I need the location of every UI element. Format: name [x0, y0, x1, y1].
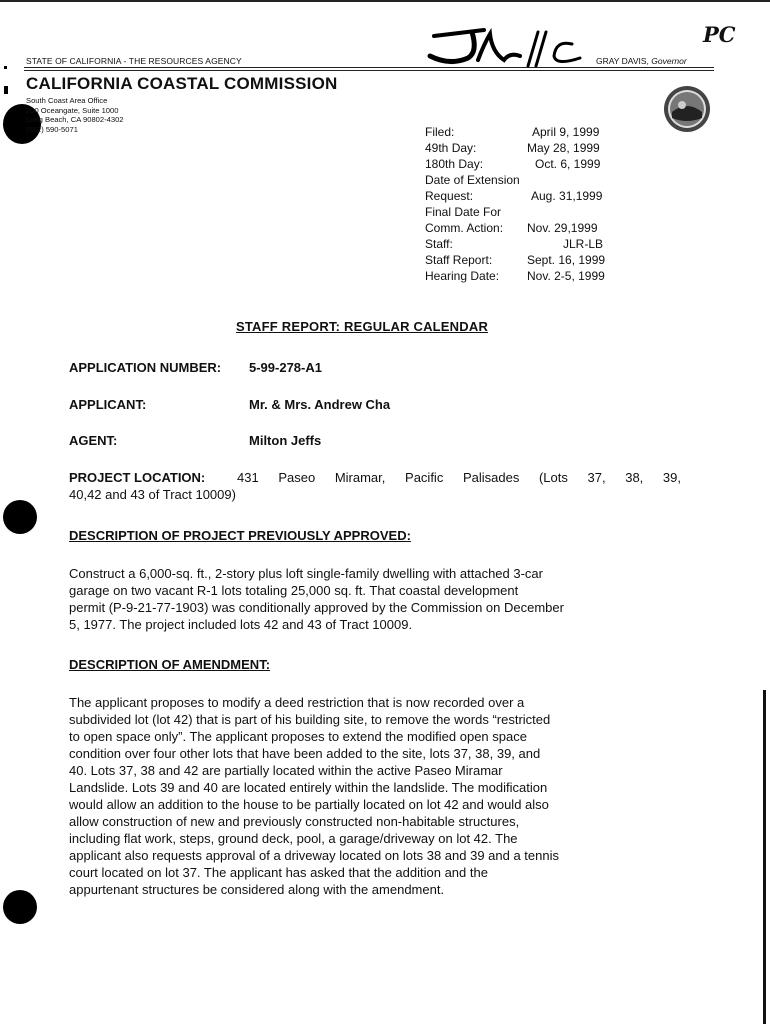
paragraph-line: The applicant proposes to modify a deed restriction that is now recorded over a [69, 695, 525, 710]
governor-name: GRAY DAVIS, [596, 56, 649, 66]
scan-top-border [0, 0, 770, 2]
paragraph-line: including flat work, steps, ground deck, pool, a garage/driveway on lot 42. The [69, 831, 518, 846]
day180-value: Oct. 6, 1999 [535, 157, 601, 171]
paragraph-line: allow construction of new and previously constructed non-habitable structures, [69, 814, 520, 829]
applicant-label: APPLICANT: [69, 397, 147, 412]
paragraph-line: condition over four other lots that have been added to the site, lots 37, 38, 39, and [69, 746, 541, 761]
handwritten-agenda-mark [420, 22, 590, 74]
office-line: (562) 590-5071 [26, 124, 78, 134]
paragraph-line: 5, 1977. The project included lots 42 and 43 of Tract 10009. [69, 617, 413, 632]
office-line: Long Beach, CA 90802-4302 [26, 115, 124, 125]
hearing-date-value: Nov. 2-5, 1999 [527, 269, 605, 283]
day49-value: May 28, 1999 [527, 141, 600, 155]
office-address [26, 96, 124, 134]
amendment-heading: DESCRIPTION OF AMENDMENT: [69, 657, 271, 672]
paragraph-line: Construct a 6,000-sq. ft., 2-story plus loft single-family dwelling with attached 3-car [69, 566, 543, 581]
request-value: Aug. 31,1999 [531, 189, 603, 203]
comm-action-value: Nov. 29,1999 [527, 221, 598, 235]
applicant-value: Mr. & Mrs. Andrew Cha [249, 397, 391, 412]
paragraph-line: permit (P-9-21-77-1903) was conditionally approved by the Commission on December [69, 600, 564, 615]
day180-label: 180th Day: [425, 157, 484, 171]
agency-line: STATE OF CALIFORNIA - THE RESOURCES AGENCY [26, 56, 242, 66]
project-location-line1 [237, 470, 681, 485]
scan-speck [4, 86, 8, 94]
agent-value: Milton Jeffs [249, 433, 322, 448]
governor-line [596, 56, 687, 66]
scan-speck [4, 66, 7, 69]
report-title: STAFF REPORT: REGULAR CALENDAR [236, 319, 489, 334]
staff-label: Staff: [425, 237, 453, 251]
california-seal-icon [662, 84, 712, 134]
binder-hole-punch [3, 890, 37, 924]
office-line: South Coast Area Office [26, 96, 108, 105]
paragraph-line: Landslide. Lots 39 and 40 are located entirely within the landslide. The modification [69, 780, 548, 795]
application-number-value: 5-99-278-A1 [249, 360, 322, 375]
comm-action-label: Comm. Action: [425, 221, 504, 235]
paragraph-line: subdivided lot (lot 42) that is part of his building site, to remove the words “restricted [69, 712, 551, 727]
staff-report-label: Staff Report: [425, 253, 493, 267]
governor-title: Governor [651, 56, 687, 66]
amendment-description [69, 694, 683, 898]
filing-dates [425, 124, 635, 284]
paragraph-line: appurtenant structures be considered along with the amendment. [69, 882, 445, 897]
paragraph-line: court located on lot 37. The applicant has asked that the addition and the [69, 865, 488, 880]
request-label: Request: [425, 189, 474, 203]
project-location-text: 431 Paseo Miramar, Pacific Palisades (Lots 37, 38, 39, [237, 470, 681, 485]
paragraph-line: to open space only”. The applicant proposes to extend the modified open space [69, 729, 527, 744]
binder-hole-punch [3, 500, 37, 534]
staff-report-value: Sept. 16, 1999 [527, 253, 606, 267]
paragraph-line: would allow an addition to the house to be partially located on lot 42 and would also [69, 797, 549, 812]
commission-name: CALIFORNIA COASTAL COMMISSION [26, 74, 338, 93]
staff-value: JLR-LB [563, 237, 604, 251]
office-line: 200 Oceangate, Suite 1000 [26, 105, 119, 115]
scan-right-edge [763, 690, 766, 1024]
paragraph-line: applicant also requests approval of a driveway located on lots 38 and 39 and a tennis [69, 848, 559, 863]
agent-label: AGENT: [69, 433, 118, 448]
paragraph-line: 40. Lots 37, 38 and 42 are partially located within the active Paseo Miramar [69, 763, 503, 778]
paragraph-line: garage on two vacant R-1 lots totaling 25,000 sq. ft. That coastal development [69, 583, 519, 598]
project-location-line2: 40,42 and 43 of Tract 10009) [69, 487, 236, 502]
project-location-label: PROJECT LOCATION: [69, 470, 206, 485]
filed-label: Filed: [425, 125, 455, 139]
final-date-line: Final Date For [425, 205, 502, 219]
extension-line: Date of Extension [425, 173, 520, 187]
previous-project-heading: DESCRIPTION OF PROJECT PREVIOUSLY APPROVED: [69, 528, 411, 543]
letterhead-rule [24, 70, 714, 71]
handwritten-initials: PC [703, 22, 736, 47]
application-number-label: APPLICATION NUMBER: [69, 360, 222, 375]
hearing-date-label: Hearing Date: [425, 269, 500, 283]
day49-label: 49th Day: [425, 141, 477, 155]
letterhead-rule [24, 67, 714, 68]
filed-value: April 9, 1999 [532, 125, 600, 139]
previous-project-description [69, 565, 683, 633]
